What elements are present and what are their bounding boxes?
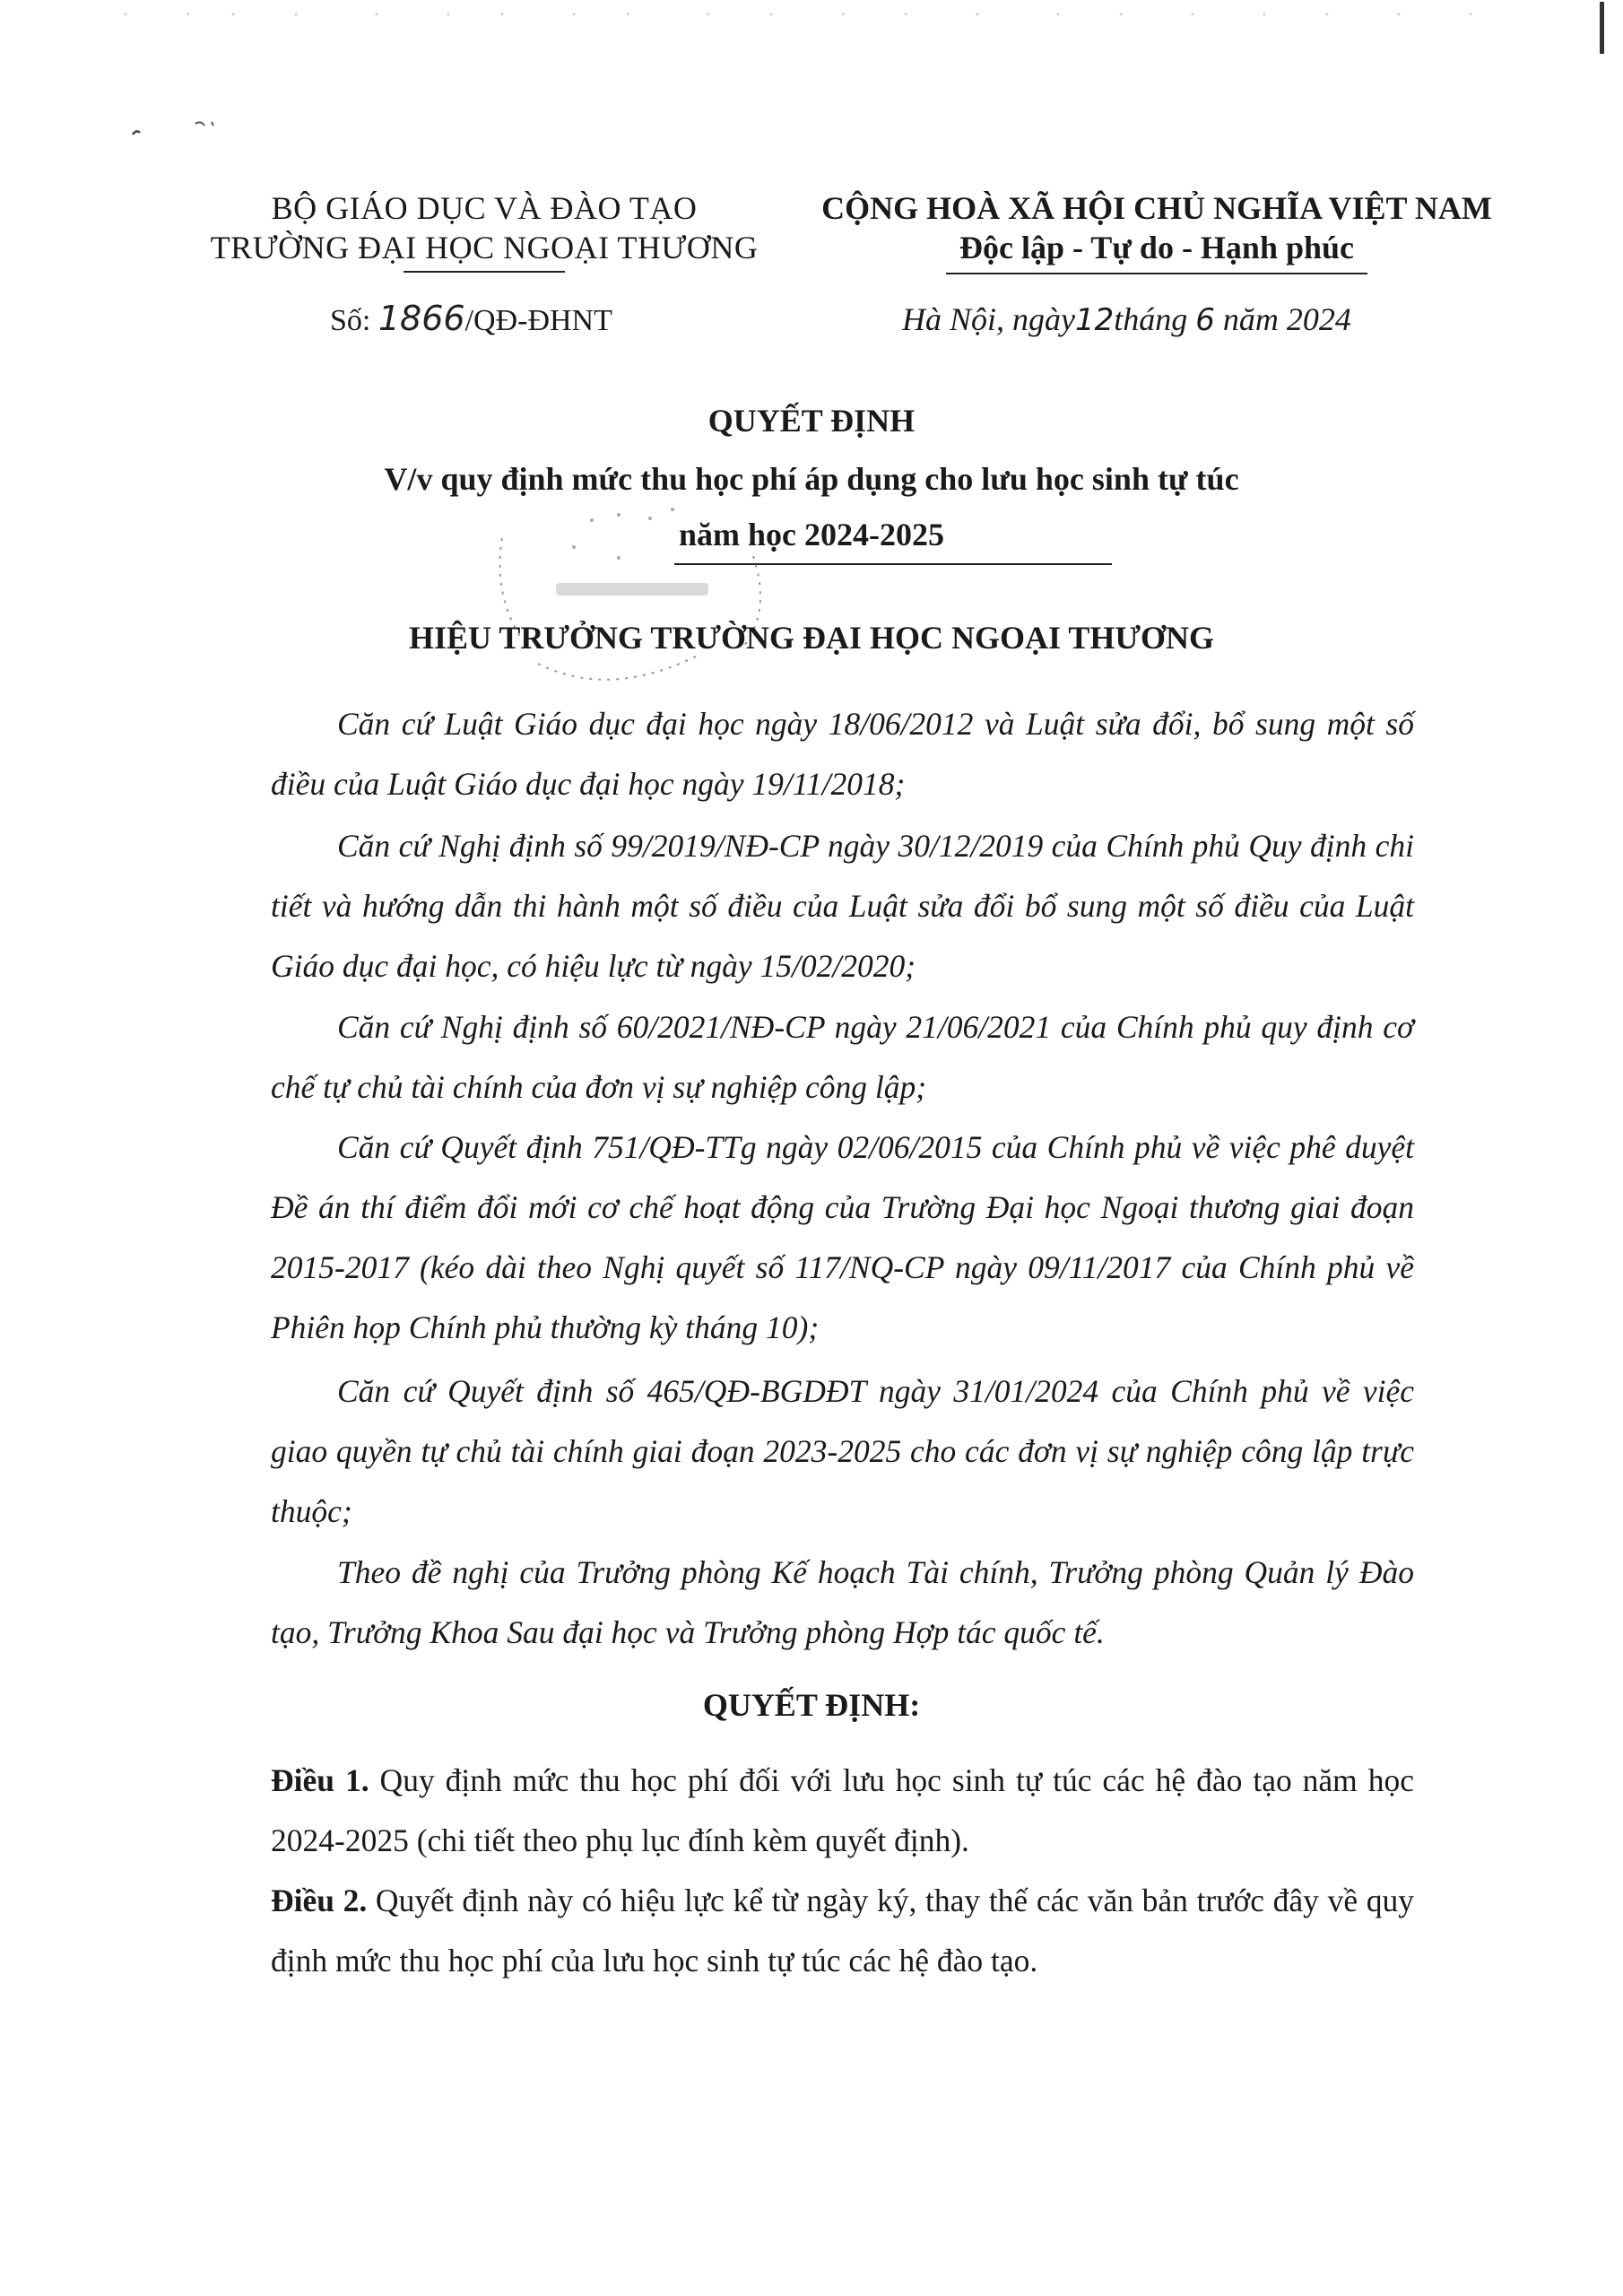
preamble-paragraph: Căn cứ Luật Giáo dục đại học ngày 18/06/2012 và Luật sửa đổi, bổ sung một số điều của Luật Giáo dục đại học ngày 19/11/2018;	[271, 706, 1414, 802]
document-number	[330, 299, 612, 338]
article-1	[271, 1751, 1414, 1871]
date-place: Hà Nội, ngày	[902, 301, 1075, 337]
national-heading	[789, 188, 1524, 274]
preamble-paragraph: Căn cứ Nghị định số 99/2019/NĐ-CP ngày 30/12/2019 của Chính phủ Quy định chi tiết và hướng dẫn thi hành một số điều của Luật sửa đổi bổ sung một số điều của Luật Giáo dục đại học, có hiệu lực từ ngày 15/02/2020;	[271, 828, 1414, 984]
issuer-block	[188, 188, 780, 273]
date-day: 12	[1075, 302, 1115, 338]
seal-stamp-remnant	[484, 484, 771, 691]
date-year: năm 2024	[1222, 301, 1351, 337]
article-label: Điều 1.	[271, 1762, 369, 1798]
article-label: Điều 2.	[271, 1883, 368, 1918]
subject-line-1: V/v quy định mức thu học phí áp dụng cho lưu học sinh tự túc	[384, 461, 1239, 497]
preamble-paragraph: Theo đề nghị của Trưởng phòng Kế hoạch Tài chính, Trưởng phòng Quản lý Đào tạo, Trưởng Khoa Sau đại học và Trưởng phòng Hợp tác quốc tế.	[271, 1554, 1414, 1650]
article-text: Quy định mức thu học phí đối với lưu học sinh tự túc các hệ đào tạo năm học 2024-2025 (chi tiết theo phụ lục đính kèm quyết định).	[271, 1762, 1414, 1858]
date-month: 6	[1195, 302, 1215, 338]
subject-line-2: năm học 2024-2025	[679, 517, 944, 552]
country-name: CỘNG HOÀ XÃ HỘI CHỦ NGHĨA VIỆT NAM	[821, 190, 1492, 226]
university-name: TRƯỜNG ĐẠI HỌC NGOẠI THƯƠNG	[210, 230, 759, 265]
scan-edge-mark	[1578, 2, 1614, 56]
preamble-paragraph: Căn cứ Nghị định số 60/2021/NĐ-CP ngày 21/06/2021 của Chính phủ quy định cơ chế tự chủ tài chính của đơn vị sự nghiệp công lập;	[271, 1009, 1414, 1105]
article-2	[271, 1871, 1414, 1991]
ministry-name: BỘ GIÁO DỤC VÀ ĐÀO TẠO	[271, 190, 698, 226]
document-type: QUYẾT ĐỊNH	[707, 403, 916, 439]
article-text: Quyết định này có hiệu lực kể từ ngày ký, thay thế các văn bản trước đây về quy định mức thu học phí của lưu học sinh tự túc các hệ đào tạo.	[271, 1883, 1414, 1979]
preamble-paragraph: Căn cứ Quyết định 751/QĐ-TTg ngày 02/06/2015 của Chính phủ về việc phê duyệt Đề án thí điểm đổi mới cơ chế hoạt động của Trường Đại học Ngoại thương giai đoạn 2015-2017 (kéo dài theo Nghị quyết số 117/NQ-CP ngày 09/11/2017 của Chính phủ về Phiên họp Chính phủ thường kỳ tháng 10);	[271, 1129, 1414, 1345]
preamble-paragraph: Căn cứ Quyết định số 465/QĐ-BGDĐT ngày 31/01/2024 của Chính phủ về việc giao quyền tự chủ tài chính giai đoạn 2023-2025 cho các đơn vị sự nghiệp công lập trực thuộc;	[271, 1373, 1414, 1529]
scan-corner-mark	[126, 115, 233, 151]
doc-number-handwritten: 1866	[378, 299, 465, 338]
doc-number-suffix: /QĐ-ĐHNT	[464, 304, 612, 337]
scan-dots-top	[0, 9, 1623, 20]
doc-number-prefix: Số:	[330, 304, 378, 337]
national-motto: Độc lập - Tự do - Hạnh phúc	[959, 230, 1355, 265]
date-month-label: tháng	[1114, 301, 1188, 337]
signing-authority: HIỆU TRƯỞNG TRƯỜNG ĐẠI HỌC NGOẠI THƯƠNG	[408, 620, 1215, 656]
date-line	[902, 300, 1351, 338]
decision-heading: QUYẾT ĐỊNH:	[702, 1687, 921, 1723]
issuer-underline	[404, 271, 565, 273]
motto-underline	[946, 273, 1367, 274]
